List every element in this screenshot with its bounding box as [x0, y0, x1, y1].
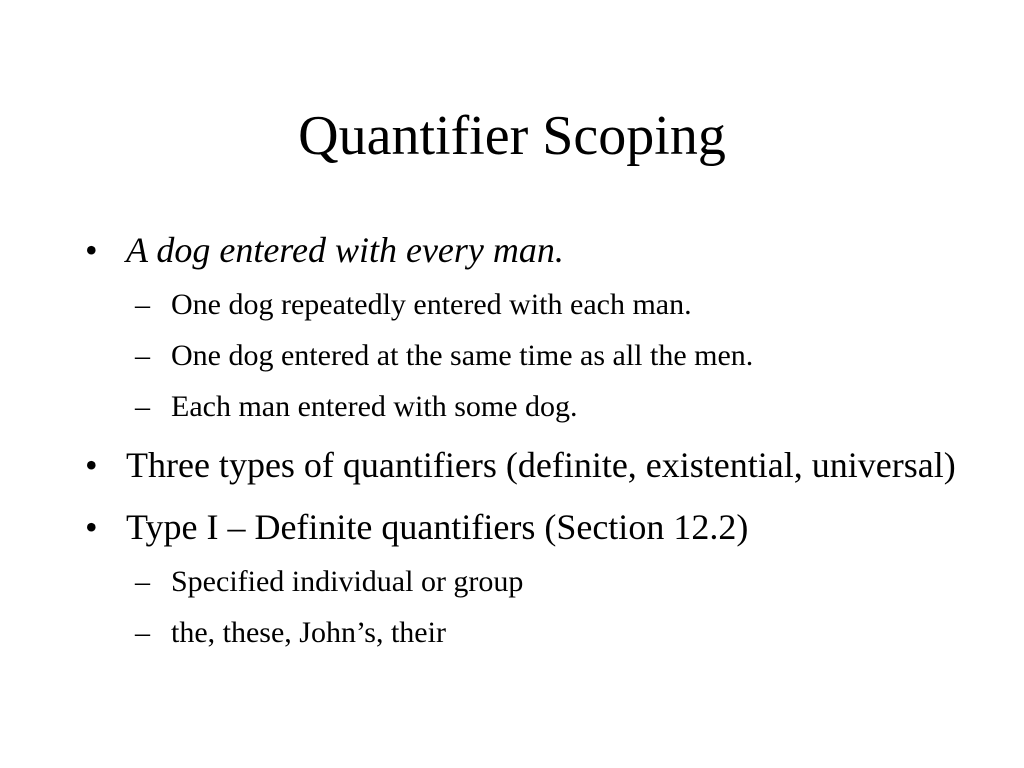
sub-bullet-item [85, 613, 965, 653]
dash-marker: – [135, 339, 150, 372]
sub-bullet-item [85, 285, 965, 325]
slide-title: Quantifier Scoping [298, 105, 726, 167]
bullet-text: A dog entered with every man. [126, 230, 564, 270]
bullet-item [85, 226, 965, 274]
bullet-item [85, 441, 965, 489]
bullet-text: Three types of quantifiers (definite, existential, universal) [126, 445, 956, 485]
bullet-marker: • [85, 445, 98, 485]
sub-bullet-text: Each man entered with some dog. [171, 390, 578, 423]
dash-marker: – [135, 565, 150, 598]
sub-bullet-text: the, these, John’s, their [171, 616, 446, 649]
bullet-marker: • [85, 230, 98, 270]
sub-bullet-item [85, 387, 965, 427]
sub-bullet-item [85, 336, 965, 376]
dash-marker: – [135, 390, 150, 423]
slide-body [85, 226, 965, 653]
bullet-text: Type I – Definite quantifiers (Section 12.2) [126, 507, 749, 547]
bullet-marker: • [85, 507, 98, 547]
sub-bullet-text: One dog entered at the same time as all the men. [171, 339, 754, 372]
sub-bullet-text: One dog repeatedly entered with each man. [171, 288, 692, 321]
sub-bullet-item [85, 562, 965, 602]
bullet-item [85, 503, 965, 551]
dash-marker: – [135, 288, 150, 321]
sub-bullet-text: Specified individual or group [171, 565, 524, 598]
dash-marker: – [135, 616, 150, 649]
